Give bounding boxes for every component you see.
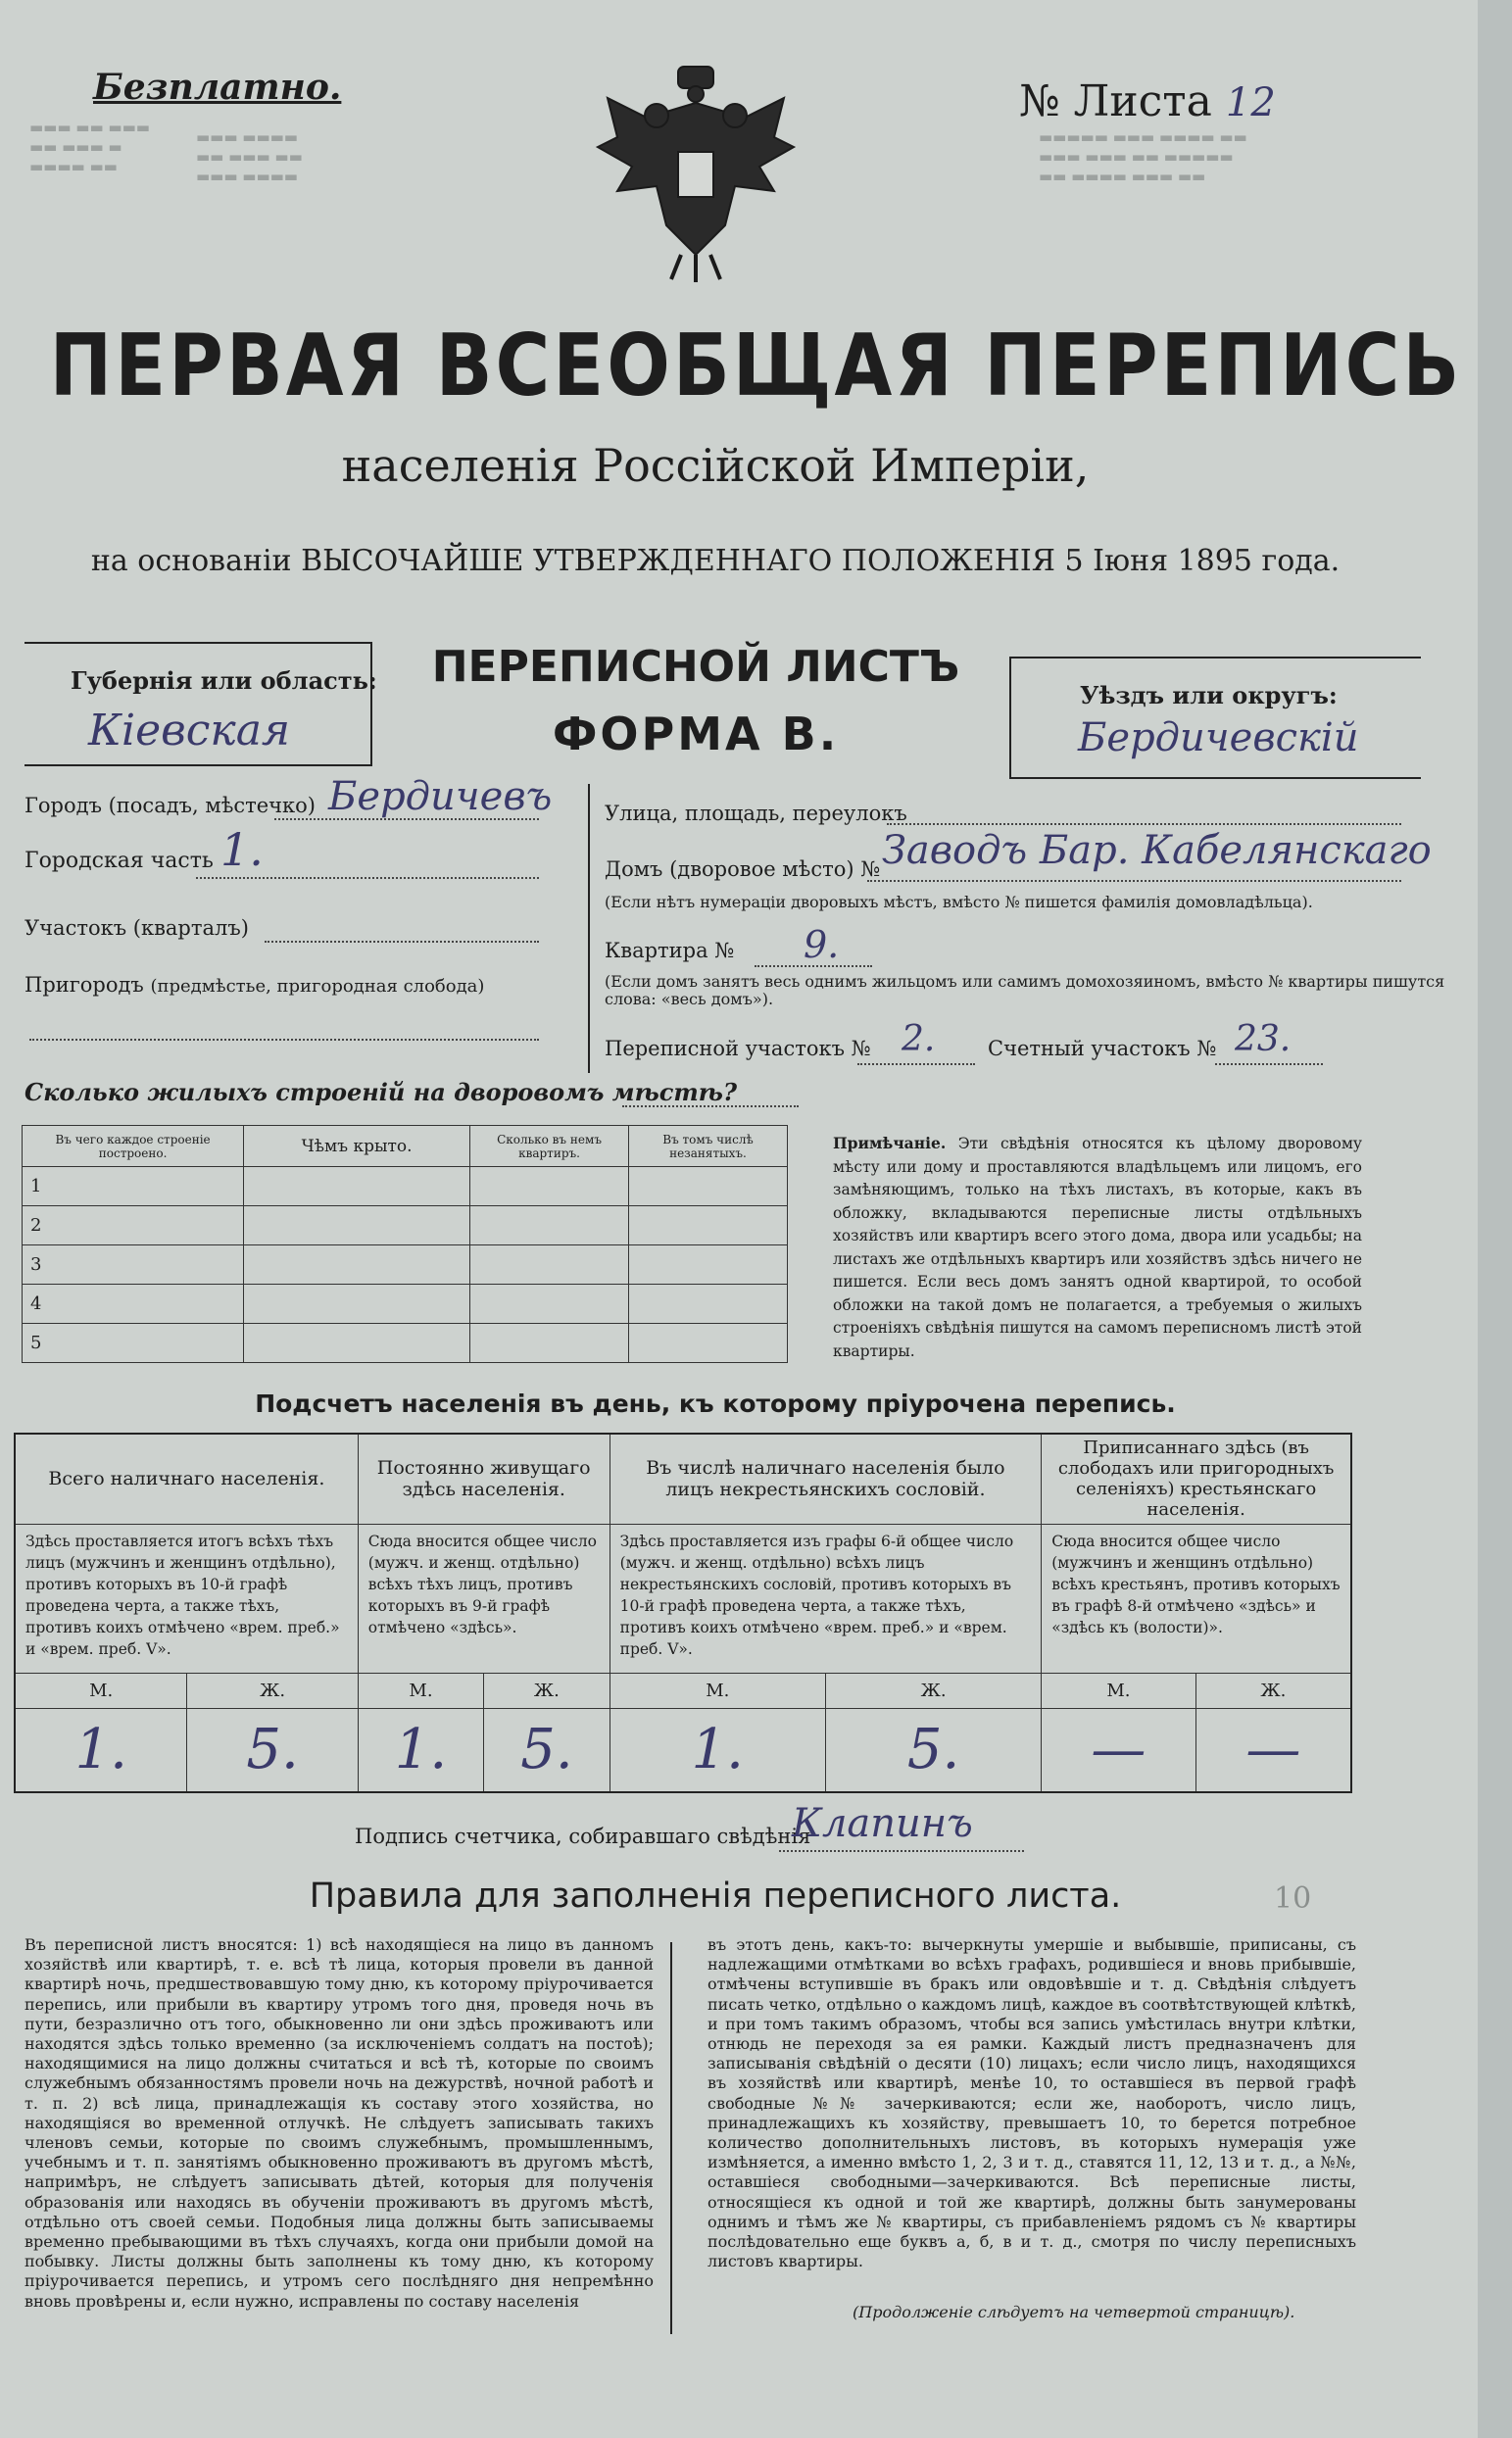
table-cell xyxy=(470,1206,629,1245)
apartment-note: (Если домъ занятъ весь однимъ жильцомъ или самимъ домохозяиномъ, вмѣсто № квартиры пишутся слова: «весь домъ»). xyxy=(605,972,1445,1008)
gubernia-label: Губернія или область: xyxy=(71,666,377,695)
suburb-note: (предмѣстье, пригородная слобода) xyxy=(150,976,485,997)
male-label: М. xyxy=(1042,1673,1195,1708)
bleed-through-text: ▬▬▬ ▬▬▬▬ ▬▬ ▬▬▬ ▬▬ ▬▬▬ ▬▬▬▬ xyxy=(196,128,303,185)
house-value: Заводъ Бар. Кабелянскаго xyxy=(882,828,1432,873)
male-label: М. xyxy=(358,1673,483,1708)
column-header: Въ чего каждое строеніе построено. xyxy=(23,1126,244,1167)
female-label: Ж. xyxy=(484,1673,610,1708)
sheet-number-text: № Листа xyxy=(1019,76,1212,126)
table-cell xyxy=(628,1285,787,1324)
rule xyxy=(24,764,372,766)
column-header: Въ числѣ наличнаго населенія было лицъ некрестьянскихъ сословій. xyxy=(610,1434,1042,1524)
free-label: Безплатно. xyxy=(93,67,342,108)
city-part-label: Городская часть xyxy=(24,849,214,873)
double-headed-eagle-icon xyxy=(588,59,804,284)
street-label: Улица, площадь, переулокъ xyxy=(605,802,907,825)
city-value: Бердичевъ xyxy=(328,774,553,819)
table-cell xyxy=(244,1167,470,1206)
rule xyxy=(1009,657,1421,658)
census-basis: на основаніи ВЫСОЧАЙШЕ УТВЕРЖДЕННАГО ПОЛОЖЕНІЯ 5 Іюня 1895 года. xyxy=(90,544,1341,578)
row-number: 1 xyxy=(23,1167,244,1206)
count-heading: Подсчетъ населенія въ день, къ которому пріурочена перепись. xyxy=(255,1390,1176,1418)
column-description: Здѣсь проставляется изъ графы 6-й общее число (мужч. и женщ. отдѣльно) всѣхъ лицъ некрестьянскихъ сословій, противъ которыхъ въ 10-й графѣ проведена черта, а также тѣхъ, противъ коихъ отмѣчено «врем. преб.» и «врем. преб. V». xyxy=(610,1524,1042,1673)
bleed-through-text: ▬▬▬ ▬▬ ▬▬▬ ▬▬ ▬▬▬ ▬ ▬▬▬▬ ▬▬ xyxy=(29,119,150,175)
census-district-dotted-line xyxy=(857,1063,975,1065)
female-label: Ж. xyxy=(825,1673,1041,1708)
count-value: 1. xyxy=(610,1708,825,1792)
census-district-value: 2. xyxy=(902,1019,936,1059)
district-label: Участокъ (кварталъ) xyxy=(24,916,249,940)
table-cell xyxy=(244,1206,470,1245)
census-district-label: Переписной участокъ № xyxy=(605,1037,871,1060)
column-header: Въ томъ числѣ незанятыхъ. xyxy=(628,1126,787,1167)
sheet-number-value: 12 xyxy=(1225,80,1276,125)
count-value: 5. xyxy=(484,1708,610,1792)
table-row xyxy=(23,1324,788,1363)
buildings-table xyxy=(22,1125,788,1363)
table-cell xyxy=(470,1245,629,1285)
census-title: ПЕРВАЯ ВСЕОБЩАЯ ПЕРЕПИСЬ xyxy=(49,315,1463,415)
male-label: М. xyxy=(610,1673,825,1708)
note-text: Эти свѣдѣнія относятся къ цѣлому дворовому мѣсту или дому и проставляются владѣльцемъ или лицомъ, его замѣняющимъ, только на тѣхъ листахъ, въ которые, какъ въ обложку, вкладываются переписные листы отдѣльныхъ хозяйствъ или квартиръ всего этого дома, двора или усадьбы; на листахъ же отдѣльныхъ квартиръ или хозяйствъ здѣсь ничего не пишется. Если весь домъ занятъ одной квартирой, то особой обложки на такой домъ не полагается, а требуемыя о жилыхъ строеніяхъ свѣдѣнія пишутся на самомъ переписномъ листѣ этой квартиры. xyxy=(833,1135,1363,1360)
suburb-label-text: Пригородъ xyxy=(24,973,144,997)
table-cell xyxy=(628,1206,787,1245)
form-subtitle: ФОРМА В. xyxy=(552,707,840,760)
table-header-row xyxy=(15,1434,1351,1524)
count-value: 5. xyxy=(825,1708,1041,1792)
population-count-table xyxy=(14,1433,1352,1793)
buildings-heading: Сколько жилыхъ строеній на дворовомъ мѣстѣ? xyxy=(24,1078,738,1106)
city-part-dotted-line xyxy=(196,877,539,879)
table-cell xyxy=(470,1285,629,1324)
suburb-label xyxy=(24,973,484,997)
table-cell xyxy=(628,1245,787,1285)
rule xyxy=(24,642,372,644)
column-description: Здѣсь проставляется итогъ всѣхъ тѣхъ лицъ (мужчинъ и женщинъ отдѣльно), противъ которыхъ въ 10-й графѣ проведена черта, а также тѣхъ, противъ коихъ отмѣчено «врем. преб.» и «врем. преб. V». xyxy=(15,1524,358,1673)
city-part-value: 1. xyxy=(220,823,264,876)
table-desc-row xyxy=(15,1524,1351,1673)
house-note: (Если нѣтъ нумераціи дворовыхъ мѣстъ, вмѣсто № пишется фамилія домовладѣльца). xyxy=(605,893,1313,911)
count-district-value: 23. xyxy=(1235,1019,1292,1059)
note-block xyxy=(833,1132,1362,1363)
uezd-value: Бердичевскій xyxy=(1078,715,1359,760)
apartment-value: 9. xyxy=(804,923,840,966)
female-label: Ж. xyxy=(1195,1673,1351,1708)
apartment-label: Квартира № xyxy=(605,939,735,962)
buildings-dotted-line xyxy=(622,1105,799,1107)
signature-value: Клапинъ xyxy=(792,1801,973,1846)
table-cell xyxy=(628,1167,787,1206)
signature-dotted-line xyxy=(779,1850,1024,1852)
rules-left-column: Въ переписной листъ вносятся: 1) всѣ находящіеся на лицо въ данномъ хозяйствѣ или квартирѣ, т. е. всѣ тѣ лица, которыя провели въ данной квартирѣ ночь, предшествовавшую тому дню, къ которому пріурочивается перепись, или прибыли въ квартиру утромъ того дня, проведя ночь въ пути, безразлично отъ того, обыкновенно ли они здѣсь проживаютъ или находятся здѣсь только временно (за исключеніемъ солдатъ на постоѣ); находящимися на лицо должны считаться и всѣ тѣ, которые по своимъ служебнымъ обязанностямъ провели ночь на дежурствѣ, ночной работѣ и т. п. 2) всѣ лица, принадлежащія къ составу этого хозяйства, но находящіяся во временной отлучкѣ. Не слѣдуетъ записывать такихъ членовъ семьи, которые по своимъ служебнымъ, промышленнымъ, учебнымъ и т. п. занятіямъ обыкновенно проживаютъ въ другомъ мѣстѣ, напримѣръ, не слѣдуетъ записывать дѣтей, которыя для полученія образованія или находясь въ обученіи проживаютъ въ другомъ мѣстѣ, отдѣльно отъ своей семьи. Подобныя лица должны быть записываемы временно пребывающими въ тѣхъ случаяхъ, когда они прибыли домой на побывку. Листы должны быть заполнены къ тому дню, къ которому пріурочивается перепись, и утромъ сего послѣдняго дня непремѣнно вновь провѣрены и, если нужно, исправлены по составу населенія xyxy=(24,1935,654,2311)
count-value: — xyxy=(1042,1708,1195,1792)
bleed-through-text: ▬▬▬▬▬ ▬▬▬ ▬▬▬▬ ▬▬ ▬▬▬ ▬▬▬ ▬▬ ▬▬▬▬▬ ▬▬ ▬▬▬▬ ▬▬▬ ▬▬ xyxy=(1039,128,1247,185)
rules-title: Правила для заполненія переписного листа. xyxy=(309,1877,1122,1916)
count-value: — xyxy=(1195,1708,1351,1792)
house-label: Домъ (дворовое мѣсто) № xyxy=(605,857,881,881)
row-number: 4 xyxy=(23,1285,244,1324)
column-description: Сюда вносится общее число (мужч. и женщ. отдѣльно) всѣхъ тѣхъ лицъ, противъ которыхъ въ 9-й графѣ отмѣчено «здѣсь». xyxy=(358,1524,610,1673)
row-number: 5 xyxy=(23,1324,244,1363)
table-cell xyxy=(470,1167,629,1206)
count-district-dotted-line xyxy=(1215,1063,1323,1065)
table-cell xyxy=(628,1324,787,1363)
apartment-dotted-line xyxy=(755,965,872,967)
rule xyxy=(588,784,590,1073)
table-row xyxy=(23,1206,788,1245)
table-cell xyxy=(470,1324,629,1363)
count-district-label: Счетный участокъ № xyxy=(988,1037,1217,1060)
male-label: М. xyxy=(15,1673,187,1708)
column-divider xyxy=(670,1942,672,2334)
rules-right-column: въ этотъ день, какъ-то: вычеркнуты умершіе и выбывшіе, приписаны, съ надлежащими отмѣтками во всѣхъ графахъ, родившіеся и вновь прибывшіе, отмѣчены вступившіе въ бракъ или овдовѣвшіе и т. д. Свѣдѣнія слѣдуетъ писать четко, отдѣльно о каждомъ лицѣ, каждое въ соотвѣтствующей клѣткѣ, и при томъ такимъ образомъ, чтобы вся запись умѣстилась внутри клѣтки, отнюдь не переходя за ея рамки. Каждый листъ предназначенъ для записыванія свѣдѣній о десяти (10) лицахъ; если число лицъ, находящихся въ хозяйствѣ или квартирѣ, менѣе 10, то оставшіеся въ первой графѣ свободные №№ зачеркиваются; если же, наоборотъ, число лицъ, принадлежащихъ къ хозяйству, превышаетъ 10, то берется потребное количество дополнительныхъ листовъ, въ которыхъ нумерація уже измѣняется, а именно вмѣсто 1, 2, 3 и т. д., ставятся 11, 12, 13 и т. д., а №№, оставшіеся свободными—зачеркиваются. Всѣ переписные листы, относящіеся къ одной и той же квартирѣ, должны быть занумерованы однимъ и тѣмъ же № квартиры, съ прибавленіемъ рядомъ съ № квартиры послѣдовательно еще буквъ а, б, в и т. д., смотря по числу переписныхъ листовъ квартиры. xyxy=(707,1935,1356,2271)
table-cell xyxy=(244,1324,470,1363)
district-dotted-line xyxy=(265,941,539,943)
page-number: 10 xyxy=(1274,1881,1312,1916)
count-value: 1. xyxy=(15,1708,187,1792)
row-number: 3 xyxy=(23,1245,244,1285)
rule xyxy=(1009,657,1011,779)
table-cell xyxy=(244,1285,470,1324)
rules-continued: (Продолженіе слѣдуетъ на четвертой страницѣ). xyxy=(853,2303,1295,2321)
table-row xyxy=(23,1245,788,1285)
rule xyxy=(1009,777,1421,779)
sheet-number-label xyxy=(1019,76,1276,126)
count-values-row xyxy=(15,1708,1351,1792)
table-header-row xyxy=(23,1126,788,1167)
count-value: 5. xyxy=(187,1708,358,1792)
female-label: Ж. xyxy=(187,1673,358,1708)
column-header: Чѣмъ крыто. xyxy=(244,1126,470,1167)
table-row xyxy=(23,1167,788,1206)
form-title: ПЕРЕПИСНОЙ ЛИСТЪ xyxy=(431,642,960,692)
column-header: Постоянно живущаго здѣсь населенія. xyxy=(358,1434,610,1524)
gender-label-row xyxy=(15,1673,1351,1708)
column-header: Всего наличнаго населенія. xyxy=(15,1434,358,1524)
gubernia-value: Кіевская xyxy=(88,706,291,756)
table-cell xyxy=(244,1245,470,1285)
city-dotted-line xyxy=(274,818,539,820)
suburb-dotted-line xyxy=(29,1039,539,1041)
column-description: Сюда вносится общее число (мужчинъ и женщинъ отдѣльно) всѣхъ крестьянъ, противъ которыхъ въ графѣ 8-й отмѣчено «здѣсь» и «здѣсь къ (волости)». xyxy=(1042,1524,1351,1673)
count-value: 1. xyxy=(358,1708,483,1792)
census-subtitle: населенія Россійской Имперіи, xyxy=(341,439,1090,492)
table-row xyxy=(23,1285,788,1324)
signature-label: Подпись счетчика, собиравшаго свѣдѣнія xyxy=(355,1825,811,1848)
city-label: Городъ (посадъ, мѣстечко) xyxy=(24,794,317,817)
column-header: Сколько въ немъ квартиръ. xyxy=(470,1126,629,1167)
note-label: Примѣчаніе. xyxy=(833,1134,947,1152)
street-dotted-line xyxy=(887,823,1401,825)
row-number: 2 xyxy=(23,1206,244,1245)
uezd-label: Уѣздъ или округъ: xyxy=(1080,681,1338,709)
column-header: Приписаннаго здѣсь (въ слободахъ или пригородныхъ селеніяхъ) крестьянскаго населенія. xyxy=(1042,1434,1351,1524)
house-dotted-line xyxy=(867,880,1401,882)
